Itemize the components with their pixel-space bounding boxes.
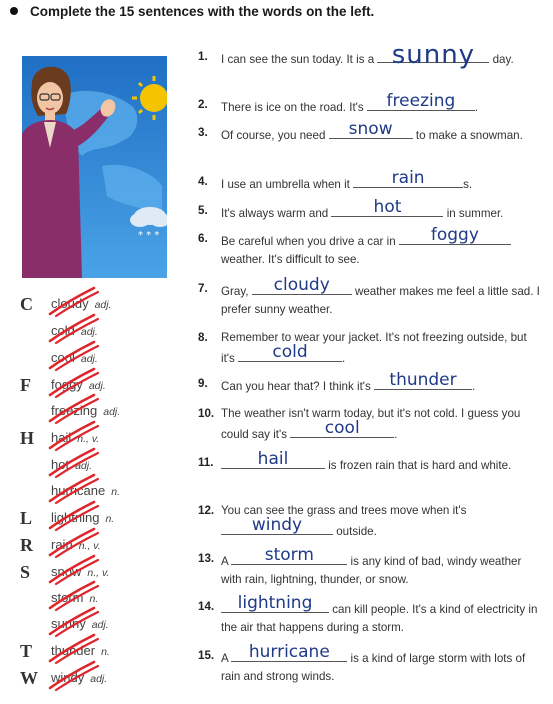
sentence-number: 14. bbox=[198, 600, 215, 613]
sentence-number: 2. bbox=[198, 98, 208, 111]
answer-blank[interactable] bbox=[221, 515, 333, 535]
handwritten-answer: snow bbox=[348, 119, 393, 139]
word-bank-letter: H bbox=[20, 428, 35, 448]
part-of-speech: n., v. bbox=[77, 433, 100, 445]
handwritten-answer: hail bbox=[257, 449, 289, 469]
word-bank-letter: C bbox=[20, 294, 33, 314]
word-bank-word: freezing adj. bbox=[51, 403, 121, 418]
sentence-text: Remember to wear your jacket. It's not freezing outside, but it's cold . bbox=[221, 331, 527, 365]
answer-blank[interactable] bbox=[353, 168, 463, 188]
handwritten-answer: hot bbox=[373, 197, 402, 217]
answer-blank[interactable] bbox=[231, 642, 347, 662]
handwritten-answer: cool bbox=[324, 418, 360, 438]
sentence-text: It's always warm and hot in summer. bbox=[221, 197, 504, 220]
sentence-number: 4. bbox=[198, 175, 208, 188]
sentence-text: I can see the sun today. It is a sunny day. bbox=[221, 40, 514, 70]
handwritten-answer: hurricane bbox=[248, 642, 330, 662]
sentence-number: 12. bbox=[198, 504, 215, 517]
part-of-speech: n. bbox=[101, 646, 110, 658]
word-bank-word: windy adj. bbox=[51, 670, 108, 685]
sentence-number: 7. bbox=[198, 282, 208, 295]
sentence-number: 11. bbox=[198, 456, 214, 469]
word-bank-word: rain n., v. bbox=[51, 537, 101, 552]
sentence-text: A hurricane is a kind of large storm with lots of rain and strong winds. bbox=[221, 642, 526, 683]
sentence-number: 1. bbox=[198, 50, 208, 63]
sentence-number: 6. bbox=[198, 232, 208, 245]
handwritten-answer: lightning bbox=[237, 593, 313, 613]
answer-blank[interactable] bbox=[374, 370, 472, 390]
answer-blank[interactable] bbox=[367, 91, 475, 111]
word-bank-word: cold adj. bbox=[51, 323, 98, 338]
word-bank-word: lightning n. bbox=[51, 510, 115, 525]
sentence-number: 9. bbox=[198, 377, 208, 390]
part-of-speech: adj. bbox=[91, 619, 109, 631]
part-of-speech: n., v. bbox=[78, 540, 101, 552]
instruction-heading: Complete the 15 sentences with the words on the left. bbox=[10, 4, 374, 19]
handwritten-answer: windy bbox=[251, 515, 303, 535]
word-bank bbox=[0, 0, 190, 704]
word-bank-word: thunder n. bbox=[51, 643, 110, 658]
sentence-text: hail is frozen rain that is hard and white. bbox=[221, 454, 541, 475]
sentence-number: 15. bbox=[198, 649, 215, 662]
handwritten-answer: cold bbox=[272, 342, 308, 362]
word-bank-letter: T bbox=[20, 641, 33, 661]
handwritten-answer: foggy bbox=[430, 225, 479, 245]
sentence-text: A storm is any kind of bad, windy weather with rain, lightning, thunder, or snow. bbox=[221, 545, 522, 586]
part-of-speech: adj. bbox=[80, 353, 98, 365]
handwritten-answer: sunny bbox=[391, 40, 476, 70]
word-bank-letter: R bbox=[20, 535, 33, 555]
sentence-text: Can you hear that? I think it's thunder . bbox=[221, 370, 476, 393]
answer-blank[interactable] bbox=[221, 593, 329, 613]
word-bank-word: snow n., v. bbox=[51, 564, 110, 579]
part-of-speech: adj. bbox=[75, 460, 93, 472]
handwritten-answer: rain bbox=[391, 168, 425, 188]
word-bank-word: cool adj. bbox=[51, 350, 98, 365]
part-of-speech: adj. bbox=[88, 380, 106, 392]
word-bank-letter: L bbox=[20, 508, 33, 528]
sentence-text: The weather isn't warm today, but it's not cold. I guess you could say it's cool . bbox=[221, 407, 521, 441]
sentence-text: There is ice on the road. It's freezing . bbox=[221, 91, 479, 114]
word-bank-word: sunny adj. bbox=[51, 616, 109, 631]
part-of-speech: n. bbox=[111, 486, 120, 498]
part-of-speech: n. bbox=[105, 513, 115, 525]
part-of-speech: adj. bbox=[90, 673, 108, 685]
answer-blank[interactable] bbox=[221, 449, 325, 469]
sentence-number: 10. bbox=[198, 407, 215, 420]
answer-blank[interactable] bbox=[399, 225, 511, 245]
part-of-speech: n., v. bbox=[87, 567, 110, 579]
word-bank-letter: S bbox=[20, 562, 31, 582]
sentence-number: 3. bbox=[198, 126, 208, 139]
answer-blank[interactable] bbox=[329, 119, 413, 139]
handwritten-answer: cloudy bbox=[273, 275, 330, 295]
word-bank-word: hot adj. bbox=[51, 457, 93, 472]
handwritten-answer: storm bbox=[264, 545, 314, 565]
word-bank-word: storm n. bbox=[51, 590, 99, 605]
sentence-number: 8. bbox=[198, 331, 208, 344]
sentence-text: lightning can kill people. It's a kind of electricity in the air that happens during a storm. bbox=[221, 593, 538, 634]
part-of-speech: n. bbox=[89, 593, 99, 605]
word-bank-word: foggy adj. bbox=[51, 377, 106, 392]
svg-text:* * *: * * * bbox=[138, 230, 160, 241]
word-bank-letter: W bbox=[20, 668, 38, 688]
answer-blank[interactable] bbox=[238, 342, 342, 362]
word-bank-word: hail n., v. bbox=[51, 430, 100, 445]
word-bank-letter: F bbox=[20, 375, 31, 395]
handwritten-answer: freezing bbox=[386, 91, 456, 111]
word-bank-word: hurricane n. bbox=[51, 483, 120, 498]
part-of-speech: adj. bbox=[103, 406, 121, 418]
part-of-speech: adj. bbox=[94, 299, 112, 311]
word-bank-word: cloudy adj. bbox=[51, 296, 112, 311]
sentence-text: Be careful when you drive a car in foggy weather. It's difficult to see. bbox=[221, 230, 541, 269]
sentence-text: Gray, cloudy weather makes me feel a little sad. I prefer sunny weather. bbox=[221, 275, 540, 316]
answer-blank[interactable] bbox=[290, 418, 394, 438]
part-of-speech: adj. bbox=[80, 326, 98, 338]
handwritten-answer: thunder bbox=[389, 370, 457, 390]
sentence-number: 13. bbox=[198, 552, 215, 565]
answer-blank[interactable] bbox=[252, 275, 352, 295]
sentence-text: I use an umbrella when it rain s. bbox=[221, 168, 473, 191]
sentence-number: 5. bbox=[198, 204, 208, 217]
sentence-text: You can see the grass and trees move when it's windy outside. bbox=[221, 504, 467, 538]
answer-blank[interactable] bbox=[331, 197, 443, 217]
sentence-text: Of course, you need snow to make a snowman. bbox=[221, 119, 523, 142]
answer-blank[interactable] bbox=[377, 40, 489, 70]
answer-blank[interactable] bbox=[231, 545, 347, 565]
